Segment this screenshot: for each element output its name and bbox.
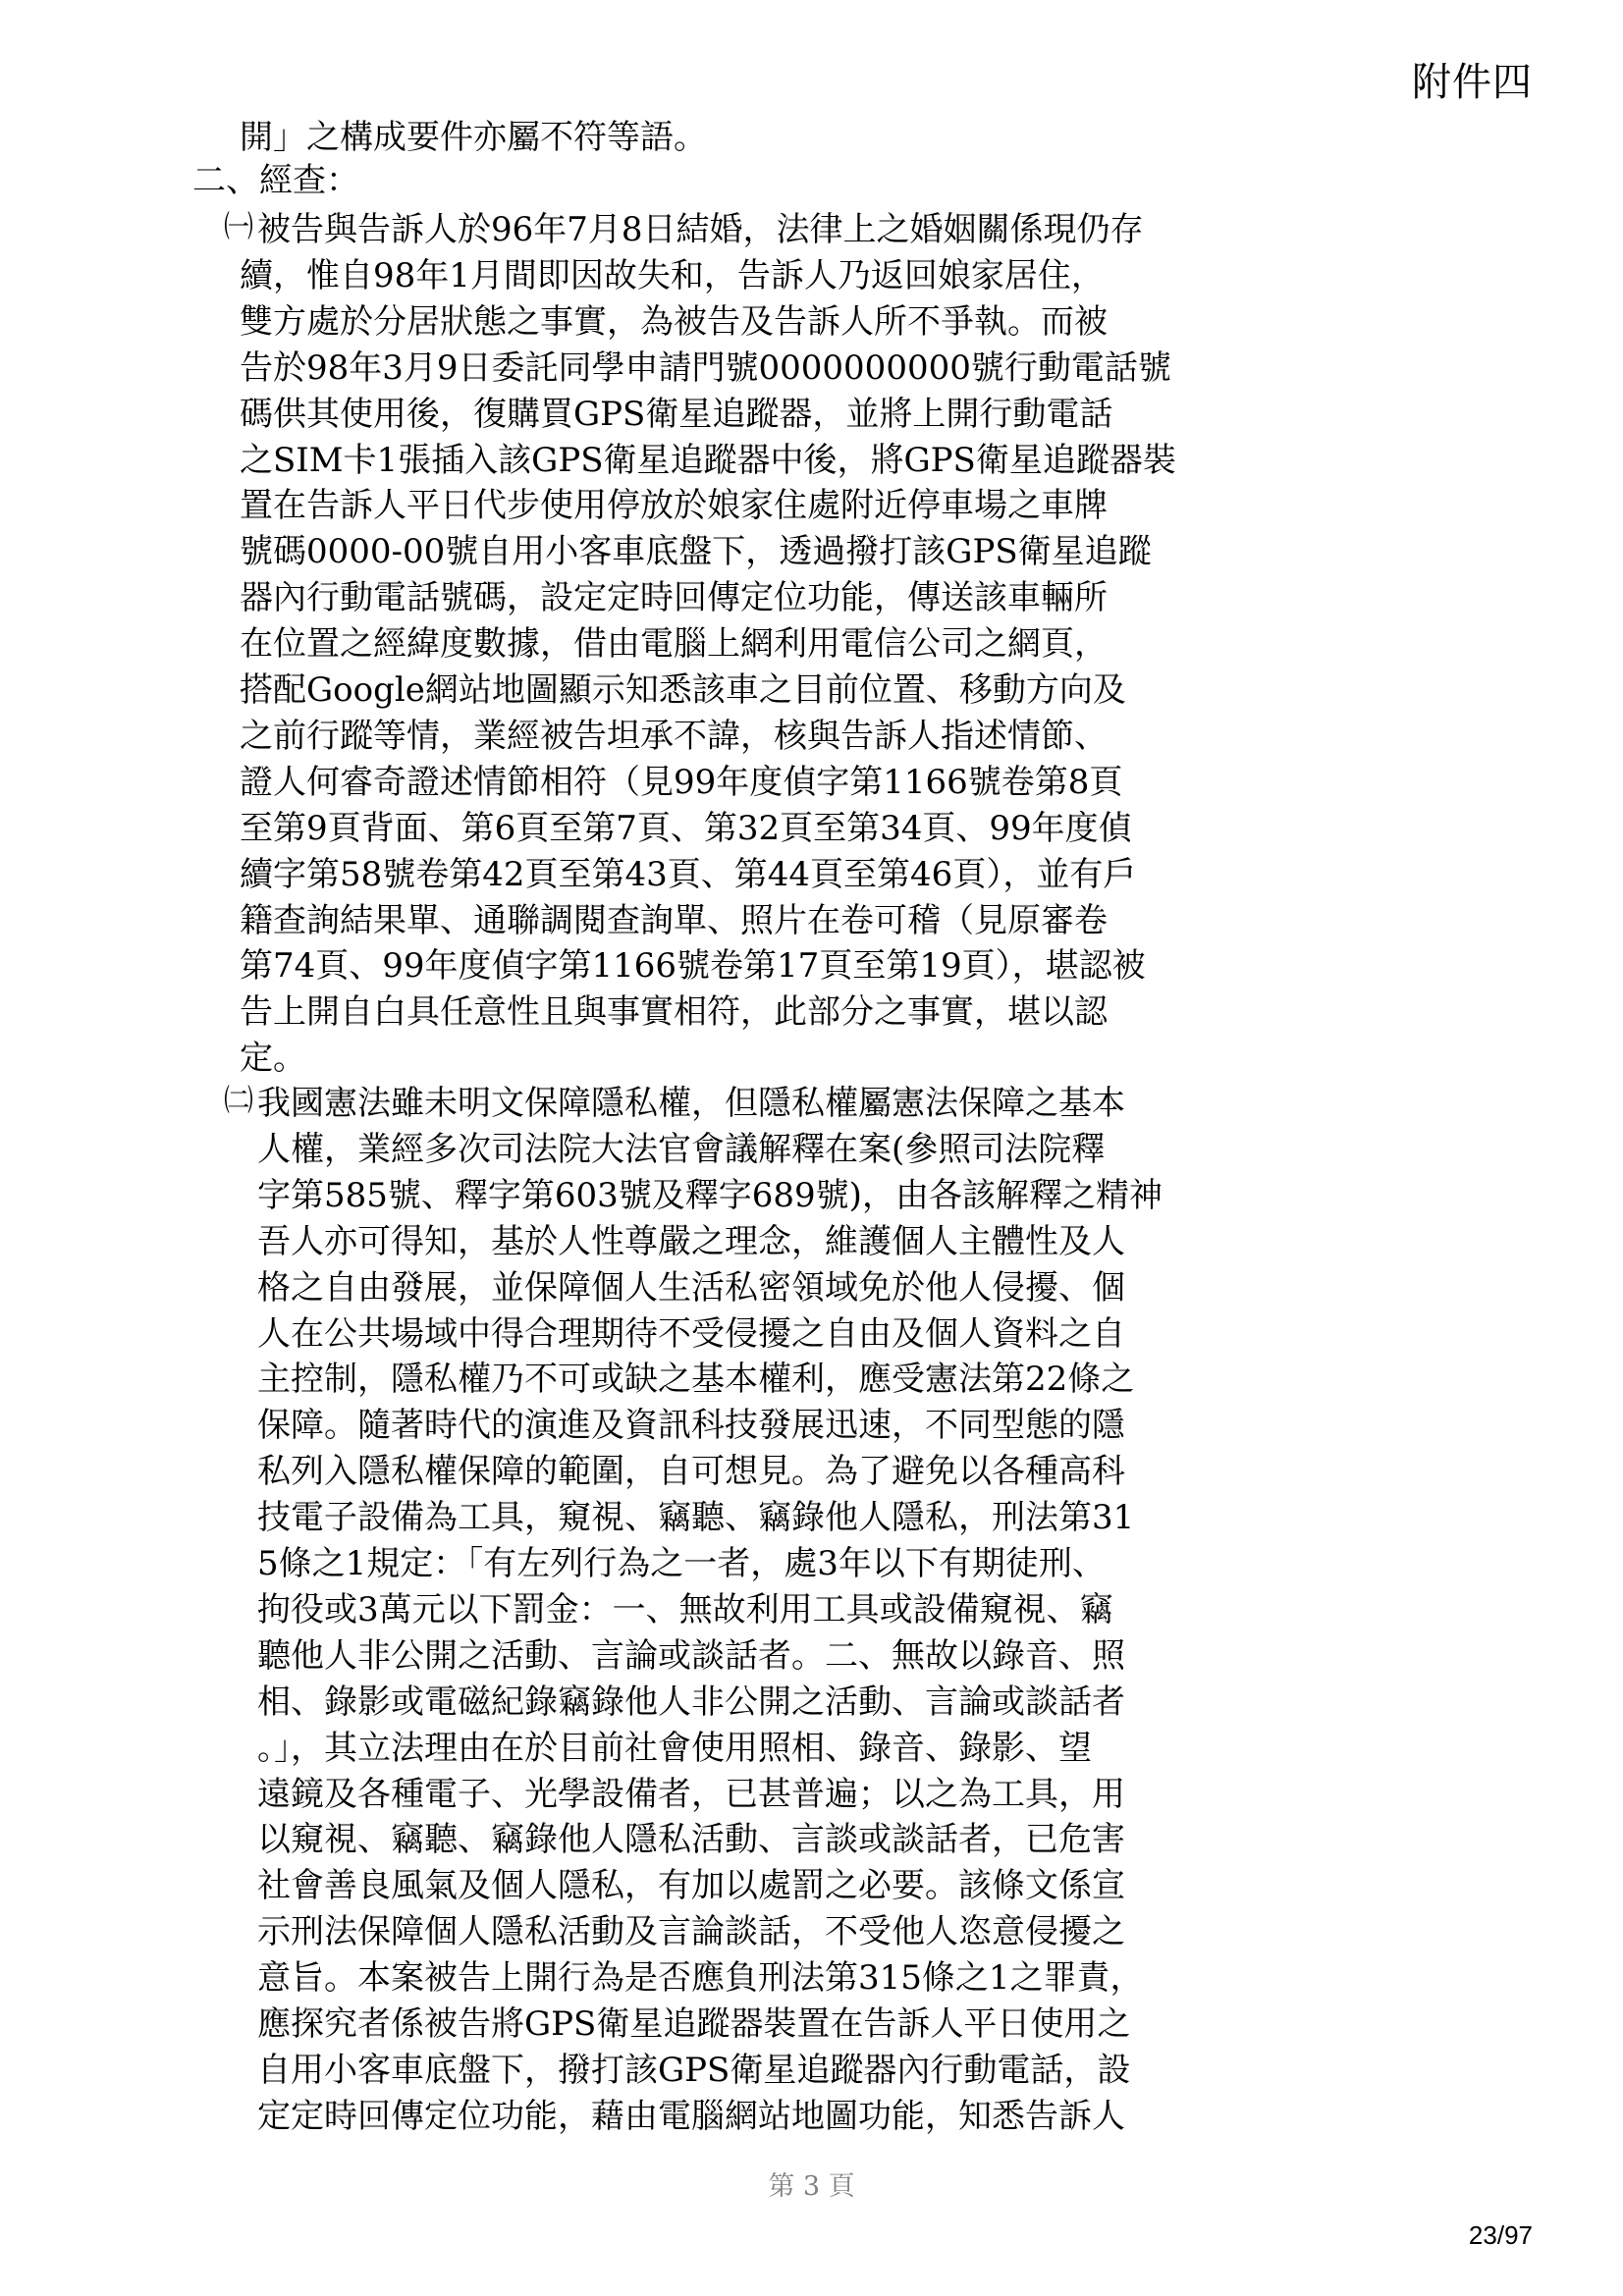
- paragraph-line: 號碼0000-00號自用小客車底盤下，透過撥打該GPS衛星追蹤: [240, 532, 1152, 572]
- paragraph-marker-2: ㈡: [224, 1084, 253, 1118]
- paragraph-line: 社會善良風氣及個人隱私，有加以處罰之必要。該條文係宣: [257, 1866, 1125, 1906]
- paragraph-line: 告上開自白具任意性且與事實相符，此部分之事實，堪以認: [240, 992, 1108, 1033]
- attachment-label: 附件四: [1412, 60, 1533, 105]
- paragraph-line: 應探究者係被告將GPS衛星追蹤器裝置在告訴人平日使用之: [257, 2004, 1131, 2044]
- paragraph-line: 之SIM卡1張插入該GPS衛星追蹤器中後，將GPS衛星追蹤器裝: [240, 440, 1176, 480]
- paragraph-line: 搭配Google網站地圖顯示知悉該車之目前位置、移動方向及: [240, 670, 1126, 710]
- paragraph-line: 之前行蹤等情，業經被告坦承不諱，核與告訴人指述情節、: [240, 716, 1108, 756]
- paragraph-line: 告於98年3月9日委託同學申請門號0000000000號行動電話號: [240, 347, 1171, 388]
- paragraph-line: 籍查詢結果單、通聯調閱查詢單、照片在卷可稽（見原審卷: [240, 900, 1108, 940]
- paragraph-line: 續字第58號卷第42頁至第43頁、第44頁至第46頁），並有戶: [240, 854, 1137, 894]
- paragraph-line: 私列入隱私權保障的範圍，自可想見。為了避免以各種高科: [257, 1452, 1125, 1492]
- paragraph-line: 吾人亦可得知，基於人性尊嚴之理念，維護個人主體性及人: [257, 1221, 1125, 1261]
- paragraph-line: 人權，業經多次司法院大法官會議解釋在案(參照司法院釋: [257, 1129, 1106, 1169]
- paragraph-line: 定定時回傳定位功能，藉由電腦網站地圖功能，知悉告訴人: [257, 2096, 1125, 2136]
- paragraph-line: 人在公共場域中得合理期待不受侵擾之自由及個人資料之自: [257, 1313, 1125, 1354]
- paragraph-line: 器內行動電話號碼，設定定時回傳定位功能，傳送該車輛所: [240, 578, 1108, 618]
- paragraph-line: 意旨。本案被告上開行為是否應負刑法第315條之1之罪責，: [257, 1958, 1144, 1999]
- paragraph-line: 在位置之經緯度數據，借由電腦上網利用電信公司之網頁，: [240, 624, 1108, 665]
- paragraph-line: 5條之1規定：「有左列行為之一者，處3年以下有期徒刑、: [257, 1544, 1106, 1583]
- page-count: 23/97: [1468, 2220, 1533, 2250]
- paragraph-line: 定。: [240, 1039, 306, 1079]
- paragraph-line: 。」，其立法理由在於目前社會使用照相、錄音、錄影、望: [257, 1728, 1092, 1768]
- paragraph-line: 格之自由發展，並保障個人生活私密領域免於他人侵擾、個: [257, 1267, 1125, 1308]
- paragraph-line: 技電子設備為工具，窺視、竊聽、竊錄他人隱私，刑法第31: [257, 1498, 1135, 1538]
- paragraph-line: 拘役或3萬元以下罰金：一、無故利用工具或設備窺視、竊: [257, 1589, 1113, 1629]
- paragraph-line: 續，惟自98年1月間即因故失和，告訴人乃返回娘家居住，: [240, 255, 1105, 295]
- paragraph-marker-1: ㈠: [224, 210, 253, 244]
- paragraph-line: 字第585號、釋字第603號及釋字689號)，由各該解釋之精神: [257, 1175, 1163, 1215]
- paragraph-line: 聽他人非公開之活動、言論或談話者。二、無故以錄音、照: [257, 1635, 1125, 1676]
- paragraph-line: 相、錄影或電磁紀錄竊錄他人非公開之活動、言論或談話者: [257, 1682, 1125, 1722]
- paragraph-line: 至第9頁背面、第6頁至第7頁、第32頁至第34頁、99年度偵: [240, 808, 1132, 848]
- paragraph-line: 遠鏡及各種電子、光學設備者，已甚普遍；以之為工具，用: [257, 1774, 1125, 1814]
- paragraph-line: 證人何睿奇證述情節相符（見99年度偵字第1166號卷第8頁: [240, 762, 1123, 802]
- paragraph-line: 我國憲法雖未明文保障隱私權，但隱私權屬憲法保障之基本: [257, 1084, 1125, 1123]
- section-heading: 二、經查：: [192, 161, 359, 200]
- paragraph-line: 碼供其使用後，復購買GPS衛星追蹤器，並將上開行動電話: [240, 394, 1113, 434]
- paragraph-line: 第74頁、99年度偵字第1166號卷第17頁至第19頁），堪認被: [240, 946, 1146, 987]
- paragraph-line: 自用小客車底盤下，撥打該GPS衛星追蹤器內行動電話，設: [257, 2050, 1131, 2090]
- paragraph-line: 主控制，隱私權乃不可或缺之基本權利，應受憲法第22條之: [257, 1360, 1135, 1400]
- paragraph-line: 以窺視、竊聽、竊錄他人隱私活動、言談或談話者，已危害: [257, 1820, 1125, 1860]
- paragraph-line: 保障。隨著時代的演進及資訊科技發展迅速，不同型態的隱: [257, 1406, 1125, 1446]
- intro-line: 開」之構成要件亦屬不符等語。: [240, 118, 707, 157]
- paragraph-line: 示刑法保障個人隱私活動及言論談話，不受他人恣意侵擾之: [257, 1912, 1125, 1952]
- paragraph-line: 置在告訴人平日代步使用停放於娘家住處附近停車場之車牌: [240, 486, 1108, 526]
- paragraph-line: 被告與告訴人於96年7月8日結婚，法律上之婚姻關係現仍存: [257, 210, 1144, 249]
- paragraph-line: 雙方處於分居狀態之事實，為被告及告訴人所不爭執。而被: [240, 301, 1108, 342]
- page-number-label: 第 3 頁: [768, 2171, 855, 2202]
